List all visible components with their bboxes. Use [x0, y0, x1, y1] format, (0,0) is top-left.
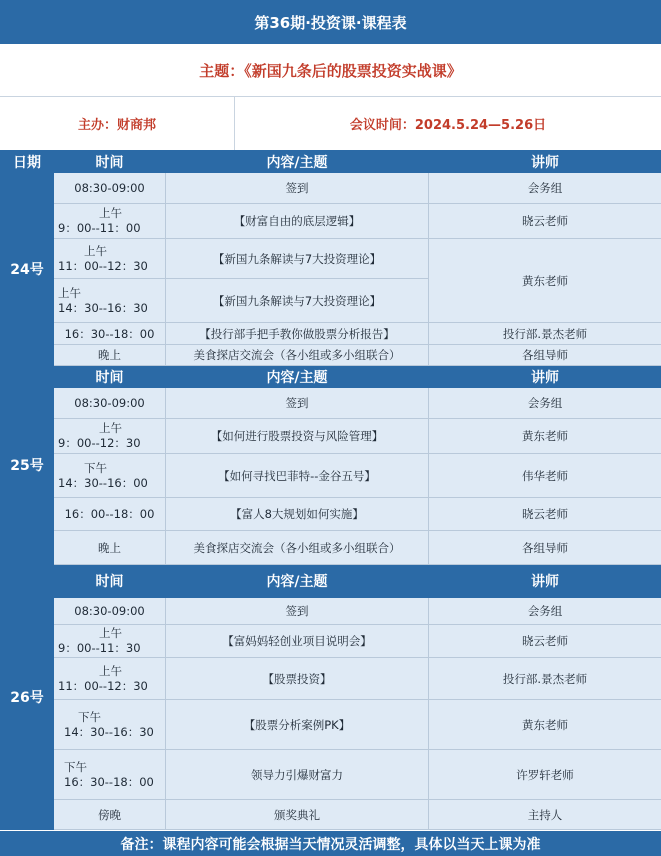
page-title: 第36期·投资课·课程表 [0, 0, 661, 44]
col-header-content: 内容/主题 [166, 151, 429, 173]
session-content: 【如何进行股票投资与风险管理】 [166, 419, 429, 454]
schedule-table [0, 150, 661, 830]
session-time-cell [54, 239, 166, 279]
table-row [1, 598, 661, 625]
session-content: 【财富自由的底层逻辑】 [166, 204, 429, 239]
session-period: 下午 [78, 709, 101, 724]
session-lecturer: 黄东老师 [429, 239, 661, 323]
session-lecturer: 主持人 [429, 800, 661, 830]
session-time: 14：30--16：30 [64, 724, 154, 739]
table-row [1, 800, 661, 830]
session-time-cell [54, 700, 166, 750]
session-time: 9：00--12：30 [58, 436, 141, 450]
session-time: 14：30--16：00 [58, 475, 148, 490]
table-header-row [1, 366, 661, 388]
session-time: 14：30--16：30 [58, 300, 148, 315]
table-row [1, 454, 661, 498]
session-lecturer: 会务组 [429, 598, 661, 625]
day-label: 25号 [1, 366, 54, 565]
table-header-row [1, 151, 661, 173]
col-header-date: 日期 [1, 151, 54, 173]
session-lecturer: 各组导师 [429, 345, 661, 366]
session-time: 晚上 [54, 345, 166, 366]
footer-note: 备注：课程内容可能会根据当天情况灵活调整，具体以当天上课为准 [0, 831, 661, 856]
session-time-cell [54, 750, 166, 800]
col-header-time: 时间 [54, 565, 166, 598]
session-lecturer: 投行部.景杰老师 [429, 323, 661, 345]
table-header-row [1, 565, 661, 598]
session-lecturer: 黄东老师 [429, 419, 661, 454]
day-label: 24号 [1, 173, 54, 366]
session-period: 上午 [99, 626, 122, 640]
session-content: 【如何寻找巴菲特--金谷五号】 [166, 454, 429, 498]
col-header-lecturer: 讲师 [429, 366, 661, 388]
session-lecturer: 许罗轩老师 [429, 750, 661, 800]
session-lecturer: 各组导师 [429, 531, 661, 565]
table-row [1, 419, 661, 454]
table-row [1, 625, 661, 658]
session-content: 【富人8大规划如何实施】 [166, 498, 429, 531]
session-time-cell [54, 625, 166, 658]
session-time: 晚上 [54, 531, 166, 565]
session-content: 【新国九条解读与7大投资理论】 [166, 279, 429, 323]
table-row [1, 323, 661, 345]
info-row [0, 96, 661, 151]
session-content: 【新国九条解读与7大投资理论】 [166, 239, 429, 279]
session-period: 上午 [99, 421, 122, 435]
session-time: 9：00--11：00 [58, 221, 141, 235]
session-time: 16：30--18：00 [54, 323, 166, 345]
table-row [1, 531, 661, 565]
session-time-cell [54, 419, 166, 454]
col-header-time: 时间 [54, 366, 166, 388]
session-content: 【股票投资】 [166, 658, 429, 700]
col-header-content: 内容/主题 [166, 366, 429, 388]
session-lecturer: 投行部.景杰老师 [429, 658, 661, 700]
session-time: 08:30-09:00 [54, 598, 166, 625]
session-lecturer: 黄东老师 [429, 700, 661, 750]
table-row [1, 388, 661, 419]
table-row [1, 700, 661, 750]
table-row [1, 345, 661, 366]
session-time: 16：00--18：00 [54, 498, 166, 531]
session-period: 上午 [99, 663, 122, 678]
session-time-cell [54, 204, 166, 239]
session-lecturer: 伟华老师 [429, 454, 661, 498]
organizer-label: 主办：财商邦 [0, 96, 235, 150]
session-content: 签到 [166, 173, 429, 204]
session-time: 08:30-09:00 [54, 388, 166, 419]
col-header-time: 时间 [54, 151, 166, 173]
table-row [1, 204, 661, 239]
session-period: 下午 [84, 460, 107, 475]
session-time: 08:30-09:00 [54, 173, 166, 204]
meeting-time-label: 会议时间：2024.5.24—5.26日 [349, 117, 547, 133]
table-row [1, 750, 661, 800]
table-row [1, 498, 661, 531]
session-period: 上午 [84, 243, 107, 258]
table-row [1, 658, 661, 700]
session-content: 领导力引爆财富力 [166, 750, 429, 800]
session-period: 上午 [99, 206, 122, 220]
table-row [1, 173, 661, 204]
session-time-cell [54, 454, 166, 498]
session-content: 颁奖典礼 [166, 800, 429, 830]
col-header-lecturer: 讲师 [429, 151, 661, 173]
session-content: 签到 [166, 388, 429, 419]
session-period: 上午 [58, 285, 81, 300]
session-lecturer: 会务组 [429, 173, 661, 204]
day-label: 26号 [1, 565, 54, 830]
session-content: 签到 [166, 598, 429, 625]
theme-banner: 主题：《新国九条后的股票投资实战课》 [0, 44, 661, 97]
session-content: 【投行部手把手教你做股票分析报告】 [166, 323, 429, 345]
session-time: 11：00--12：30 [58, 258, 148, 273]
session-time: 11：00--12：30 [58, 678, 148, 693]
col-header-content: 内容/主题 [166, 565, 429, 598]
session-lecturer: 晓云老师 [429, 204, 661, 239]
session-lecturer: 晓云老师 [429, 498, 661, 531]
col-header-lecturer: 讲师 [429, 565, 661, 598]
session-time: 16：30--18：00 [64, 774, 154, 789]
session-time-cell [54, 279, 166, 323]
session-content: 【股票分析案例PK】 [166, 700, 429, 750]
session-period: 下午 [64, 759, 87, 774]
table-row [1, 239, 661, 279]
session-content: 美食探店交流会（各小组或多小组联合） [166, 345, 429, 366]
session-lecturer: 晓云老师 [429, 625, 661, 658]
session-time-cell [54, 658, 166, 700]
session-time: 傍晚 [54, 800, 166, 830]
session-content: 美食探店交流会（各小组或多小组联合） [166, 531, 429, 565]
session-content: 【富妈妈轻创业项目说明会】 [166, 625, 429, 658]
session-lecturer: 会务组 [429, 388, 661, 419]
session-time: 9：00--11：30 [58, 641, 141, 655]
